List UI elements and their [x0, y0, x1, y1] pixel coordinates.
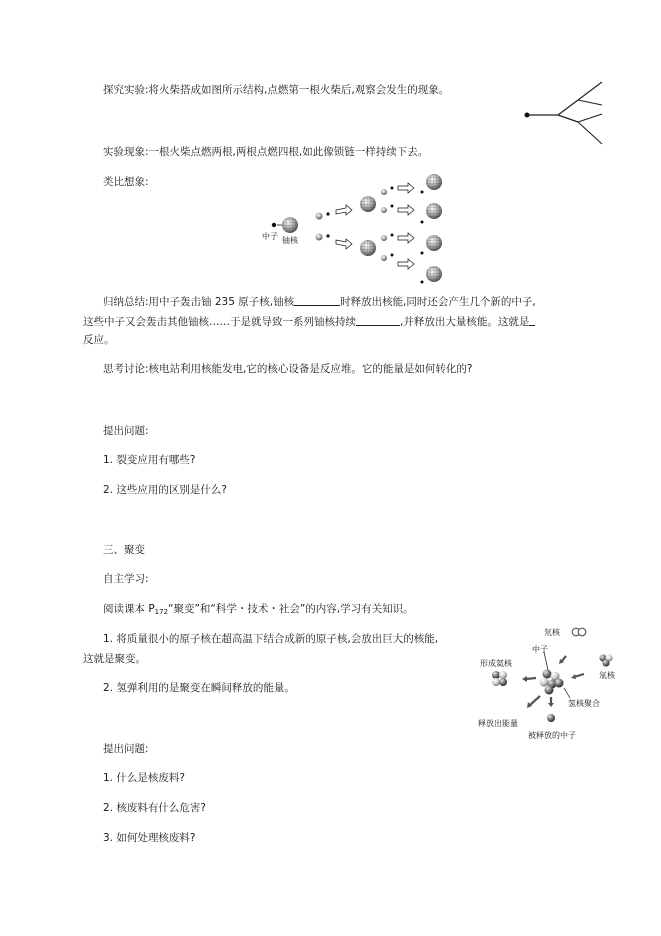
- arrows-2: [398, 183, 414, 269]
- explore-experiment: [103, 83, 449, 97]
- deuterium-label: 氘核: [544, 628, 560, 637]
- summary-line2: [83, 314, 535, 329]
- fusion-label: 氢核聚合: [568, 699, 600, 708]
- read-b: “聚变”和“科学・技术・社会”的内容,学习有关知识。: [168, 603, 414, 615]
- neutrons-gen3: [421, 191, 424, 284]
- questions1-item-1: 1. 裂变应用有哪些?: [103, 454, 196, 466]
- arrow-down-1: [336, 239, 352, 249]
- matchstick-diagram: [522, 78, 606, 148]
- reading-instruction: [103, 602, 414, 619]
- questions2-item-3: 3. 如何处理核废料?: [103, 832, 196, 844]
- fragments-2: [381, 187, 394, 262]
- blank-3[interactable]: [529, 314, 535, 326]
- deuterium-nucleus: [572, 628, 586, 636]
- questions2-title: 提出问题:: [103, 743, 149, 755]
- fission-chain-figure: [258, 170, 448, 288]
- analogy-label: 类比想象:: [103, 176, 149, 188]
- summary-line1-b: 时释放出核能,同时还会产生几个新的中子,: [340, 296, 536, 308]
- fragments-1: [316, 212, 330, 240]
- energy-label: 释放出能量: [478, 719, 518, 728]
- helium-label: 形成氦核: [480, 659, 512, 668]
- summary-line3: 反应。: [83, 334, 115, 346]
- read-a: 阅读课本 P: [103, 603, 155, 615]
- uranium-gen2: [360, 196, 376, 256]
- questions2-item-2: 2. 核废料有什么危害?: [103, 802, 206, 814]
- questions2-item-1: 1. 什么是核废料?: [103, 772, 185, 784]
- tritium-nucleus: [599, 654, 612, 666]
- self-study-label: 自主学习:: [103, 573, 149, 585]
- blank-2[interactable]: [356, 314, 400, 326]
- blank-1[interactable]: [294, 294, 340, 306]
- neutron-label-fusion: 中子: [532, 645, 548, 654]
- helium-nucleus: [492, 671, 507, 686]
- summary-line2-a: 这些中子又会轰击其他铀核……于是就导致一系列铀核持续: [83, 316, 356, 328]
- discussion: 思考讨论:核电站利用核能发电,它的核心设备是反应堆。它的能量是如何转化的?: [103, 363, 473, 375]
- summary-line2-b: ,并释放出大量核能。这就是: [400, 316, 530, 328]
- incoming-neutron: [272, 223, 276, 227]
- read-page: 172: [154, 608, 169, 616]
- fusion-point1-a: 1. 将质量很小的原子核在超高温下结合成新的原子核,会放出巨大的核能,: [103, 633, 439, 645]
- released-neutron-label: 被释放的中子: [528, 731, 576, 740]
- released-neutron: [547, 714, 555, 722]
- summary-line1: [103, 294, 536, 309]
- questions1-item-2: 2. 这些应用的区别是什么?: [103, 484, 227, 496]
- uranium-nucleus: [282, 217, 298, 233]
- summary-line1-a: 归纳总结:用中子轰击铀 235 原子核,铀核: [103, 296, 295, 308]
- uranium-label: 铀核: [282, 236, 298, 245]
- fusion-point1-b: 这就是聚变。: [83, 653, 146, 665]
- explore-text: 将火柴搭成如图所示结构,点燃第一根火柴后,观察会发生的现象。: [148, 84, 450, 96]
- neutron-label: 中子: [262, 232, 278, 241]
- fusion-figure: [472, 622, 628, 746]
- fusion-core: [540, 670, 564, 695]
- phenomenon-text: 一根火柴点燃两根,两根点燃四根,如此像锁链一样持续下去。: [148, 146, 429, 158]
- arrow-up-1: [336, 205, 352, 215]
- questions1-title: 提出问题:: [103, 425, 149, 437]
- experiment-phenomenon: [103, 145, 428, 159]
- phenomenon-prefix: 实验现象:: [103, 146, 149, 158]
- fusion-heading: 三、聚变: [103, 544, 145, 556]
- fusion-point2: 2. 氢弹利用的是聚变在瞬间释放的能量。: [103, 682, 295, 694]
- explore-prefix: 探究实验:: [103, 84, 149, 96]
- tritium-label: 氚核: [599, 671, 615, 680]
- uranium-gen3: [426, 174, 442, 282]
